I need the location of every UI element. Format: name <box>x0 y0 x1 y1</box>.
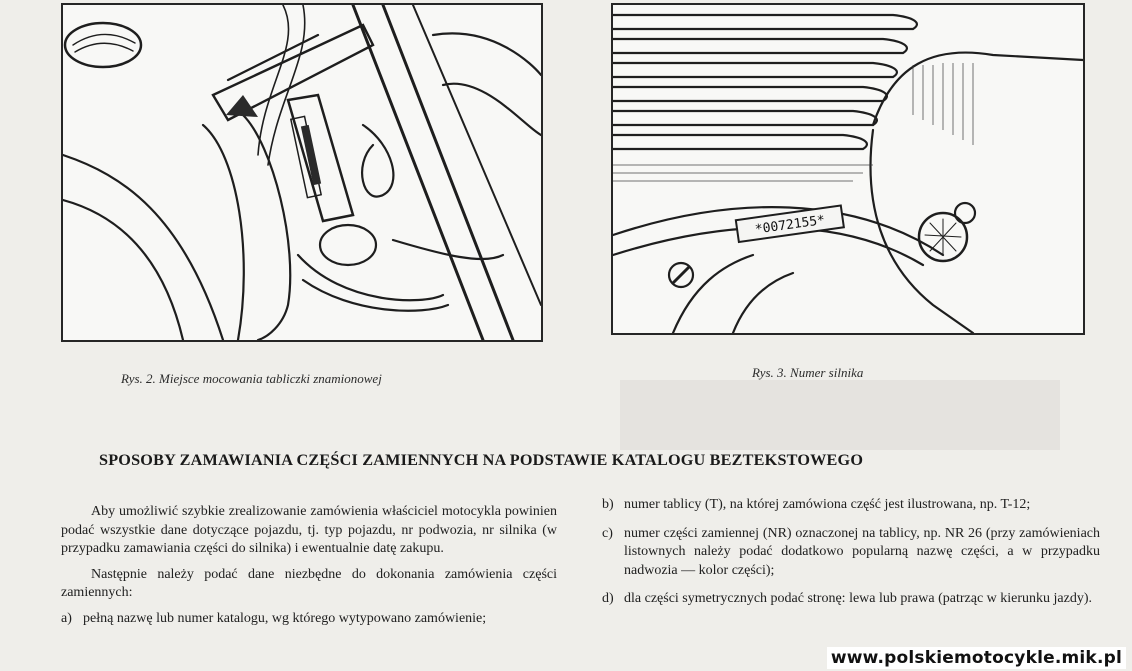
list-item <box>602 496 1100 515</box>
figure-3-caption: Rys. 3. Numer silnika <box>752 365 864 380</box>
engine-number-text: *0072155* <box>754 212 826 238</box>
figure-nameplate-mount <box>61 3 543 342</box>
list-marker: c) <box>602 525 613 541</box>
list-item-text: pełną nazwę lub numer katalogu, wg którego wytypowano zamówienie; <box>83 610 487 626</box>
list-marker: d) <box>602 591 614 606</box>
list-item <box>61 610 557 629</box>
list-marker: a) <box>61 610 72 626</box>
list-item <box>602 525 1100 581</box>
list-item-text: numer tablicy (T), na której zamówiona część jest ilustrowana, np. T-12; <box>624 497 1031 512</box>
bleed-through <box>620 380 1060 450</box>
paragraph: Aby umożliwić szybkie zrealizowanie zamówienia właściciel motocykla powinien podać wszystkie dane dotyczące pojazdu, tj. typ pojazdu, nr podwozia, nr silnika (w przypadku zamawiania części do silnika) i ewentualnie datę zakupu. <box>61 504 557 556</box>
paragraph: Następnie należy podać dane niezbędne do dokonania zamówienia części zamiennych: <box>61 566 557 600</box>
figure-engine-number <box>611 3 1085 335</box>
section-heading: SPOSOBY ZAMAWIANIA CZĘŚCI ZAMIENNYCH NA PODSTAWIE KATALOGU BEZTEKSTOWEGO <box>99 451 864 469</box>
list-item-text: dla części symetrycznych podać stronę: lewa lub prawa (patrząc w kierunku jazdy). <box>624 591 1093 606</box>
list-item <box>602 590 1100 609</box>
nameplate-illustration <box>63 5 541 340</box>
site-watermark-link[interactable]: www.polskiemotocykle.mik.pl <box>827 647 1126 669</box>
left-column <box>61 503 557 638</box>
engine-number-illustration <box>613 5 1083 333</box>
list-item-text: numer części zamiennej (NR) oznaczonej na tablicy, np. NR 26 (przy zamówieniach listownych należy podać dodatkowo popularną nazwę części, a w przypadku nadwozia — kolor części); <box>624 525 1100 578</box>
figure-2-caption: Rys. 2. Miejsce mocowania tabliczki znamionowej <box>121 371 382 386</box>
list-marker: b) <box>602 497 614 512</box>
right-column <box>602 496 1100 619</box>
